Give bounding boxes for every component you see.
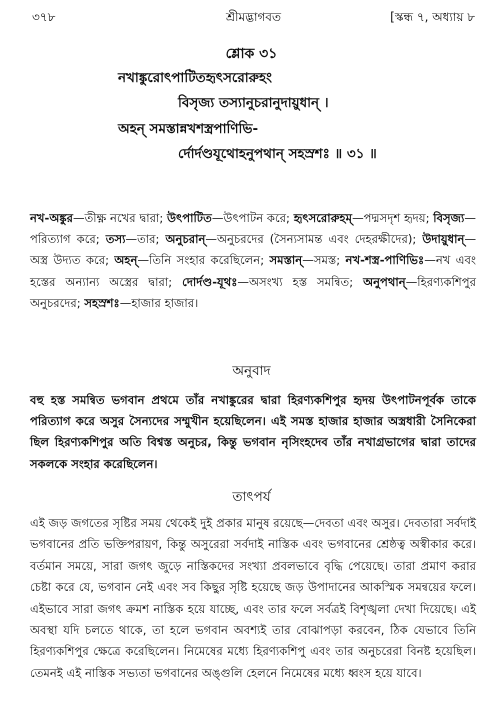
book-title: শ্রীমদ্ভাগবত: [225, 10, 281, 24]
synonym-meaning: তার: [137, 232, 156, 247]
synonym-word: অনুচরান্: [165, 232, 206, 247]
synonym-meaning: তিনি সংহার করেছিলেন: [149, 253, 261, 268]
synonym-word: নখ-অঙ্কুর: [30, 211, 74, 225]
synonym-meaning: হিরণ্যকশিপুর অনুচরদের: [30, 274, 476, 310]
verse-heading: শ্লোক ৩১: [225, 46, 278, 62]
synonyms-paragraph: নখ-অঙ্কুর—তীক্ষ্ণ নখের দ্বারা; উৎপাটিত—উৎপাটন করে; হৃৎসরোরুহম্—পদ্মসদৃশ হৃদয়; বিসৃজ্য—পরিত্যাগ করে; তস্য—তার; অনুচরান্—অনুচরদের (সৈন্যসামন্ত এবং দেহরক্ষীদের); উদায়ুধান্—অস্ত্র উদ্যত করে; অহন্—তিনি সংহার করেছিলেন; সমস্তান্—সমস্ত; নখ-শস্ত্র-পাণিভিঃ—নখ এবং হস্তের অন্যান্য অস্ত্রের দ্বারা; দোর্দণ্ড-যূথঃ—অসংখ্য হস্ত সমন্বিত; অনুপথান্—হিরণ্যকশিপুর অনুচরদের; সহস্রশঃ—হাজার হাজার।: [30, 211, 477, 310]
page-number: ৩৭৮: [32, 10, 56, 24]
synonym-word: তস্য: [105, 232, 126, 247]
synonym-word: অনুপথান্: [363, 274, 406, 289]
purport-title: তাৎপর্য: [232, 489, 271, 505]
synonym-meaning: অনুচরদের (সৈন্যসামন্ত এবং দেহরক্ষীদের): [217, 232, 413, 247]
synonym-word: অহন্: [114, 253, 138, 268]
synonym-word: দোর্দণ্ড-যূথঃ: [182, 274, 238, 289]
verse-line-1: নখাঙ্কুরোৎপাটিতহৃৎসরোরুহং: [118, 70, 272, 86]
synonym-word: নখ-শস্ত্র-পাণিভিঃ: [345, 253, 425, 268]
synonym-meaning: অস্ত্র উদ্যত করে: [30, 253, 106, 268]
page-header: [32, 8, 475, 26]
synonym-meaning: অসংখ্য হস্ত সমন্বিত: [249, 274, 350, 289]
synonym-meaning: সমস্ত: [313, 253, 337, 268]
synonym-word: উদায়ুধান্: [422, 232, 465, 247]
synonym-meaning: নখ এবং হস্তের অন্যান্য অস্ত্রের দ্বারা: [30, 253, 476, 289]
synonym-word: হৃৎসরোরুহম্: [293, 211, 353, 225]
synonym-meaning: হাজার হাজার: [131, 295, 195, 310]
translation-text: বহু হস্ত সমন্বিত ভগবান প্রথমে তাঁর নখাঙ্কুরের দ্বারা হিরণ্যকশিপুর হৃদয় উৎপাটনপূর্বক তাকে পরিত্যাগ করে অসুর সৈন্যদের সম্মুখীন হয়েছিলেন। এই সমস্ত হাজার হাজার অস্ত্রধারী সৈনিকেরা ছিল হিরণ্যকশিপুর অতি বিশ্বস্ত অনুচর, কিন্তু ভগবান নৃসিংহদেব তাঁর নখাগ্রভাগের দ্বারা তাদের সকলকে সংহার করেছিলেন।: [30, 393, 476, 471]
synonym-meaning: উৎপাটন করে: [223, 211, 287, 225]
synonym-word: বিসৃজ্য: [433, 211, 465, 225]
verse-line-4: র্দোর্দণ্ডযূথোহনুপথান্ সহস্রশঃ ॥ ৩১ ॥: [178, 146, 377, 162]
synonym-word: সমস্তান্: [269, 253, 303, 268]
synonym-word: সহস্রশঃ: [84, 295, 120, 310]
synonym-meaning: পরিত্যাগ করে: [30, 232, 96, 247]
synonym-meaning: পদ্মসদৃশ হৃদয়: [363, 211, 426, 225]
synonym-meaning: তীক্ষ্ণ নখের দ্বারা: [84, 211, 160, 225]
canto-chapter: [স্কন্ধ ৭, অধ্যায় ৮: [390, 10, 475, 24]
synonym-word: উৎপাটিত: [167, 211, 212, 225]
verse-line-3: অহন্ সমস্তান্নখশস্ত্রপাণিভি-: [118, 121, 259, 137]
translation-title: অনুবাদ: [232, 363, 271, 379]
verse-line-2: বিসৃজ্য তস্যানুচরানুদায়ুধান্ ।: [178, 95, 329, 111]
purport-text: এই জড় জগতের সৃষ্টির সময় থেকেই দুই প্রকার মানুষ রয়েছে—দেবতা এবং অসুর। দেবতারা সর্বদাই ভগবানের প্রতি ভক্তিপরায়ণ, কিন্তু অসুরেরা সর্বদাই নাস্তিক এবং ভগবানের শ্রেষ্ঠত্ব অস্বীকার করে। বর্তমান সময়ে, সারা জগৎ জুড়ে নাস্তিকদের সংখ্যা প্রবলভাবে বৃদ্ধি পেয়েছে। তারা প্রমাণ করার চেষ্টা করে যে, ভগবান নেই এবং সব কিছুর সৃষ্টি হয়েছে জড় উপাদানের আকস্মিক সমন্বয়ের ফলে। এইভাবে সারা জগৎ ক্রমশ নাস্তিক হয়ে যাচ্ছে, এবং তার ফলে সর্বত্রই বিশৃঙ্খলা দেখা দিয়েছে। এই অবস্থা যদি চলতে থাকে, তা হলে ভগবান অবশ্যই তার বোঝাপড়া করবেন, ঠিক যেভাবে তিনি হিরণ্যকশিপুর ক্ষেত্রে করেছিলেন। নিমেষের মধ্যে হিরণ্যকশিপু এবং তার অনুচরেরা বিনষ্ট হয়েছিল। তেমনই এই নাস্তিক সভ্যতা ভগবানের অঙ্গুলি হেলনে নিমেষের মধ্যে ধ্বংস হয়ে যাবে।: [30, 516, 476, 680]
